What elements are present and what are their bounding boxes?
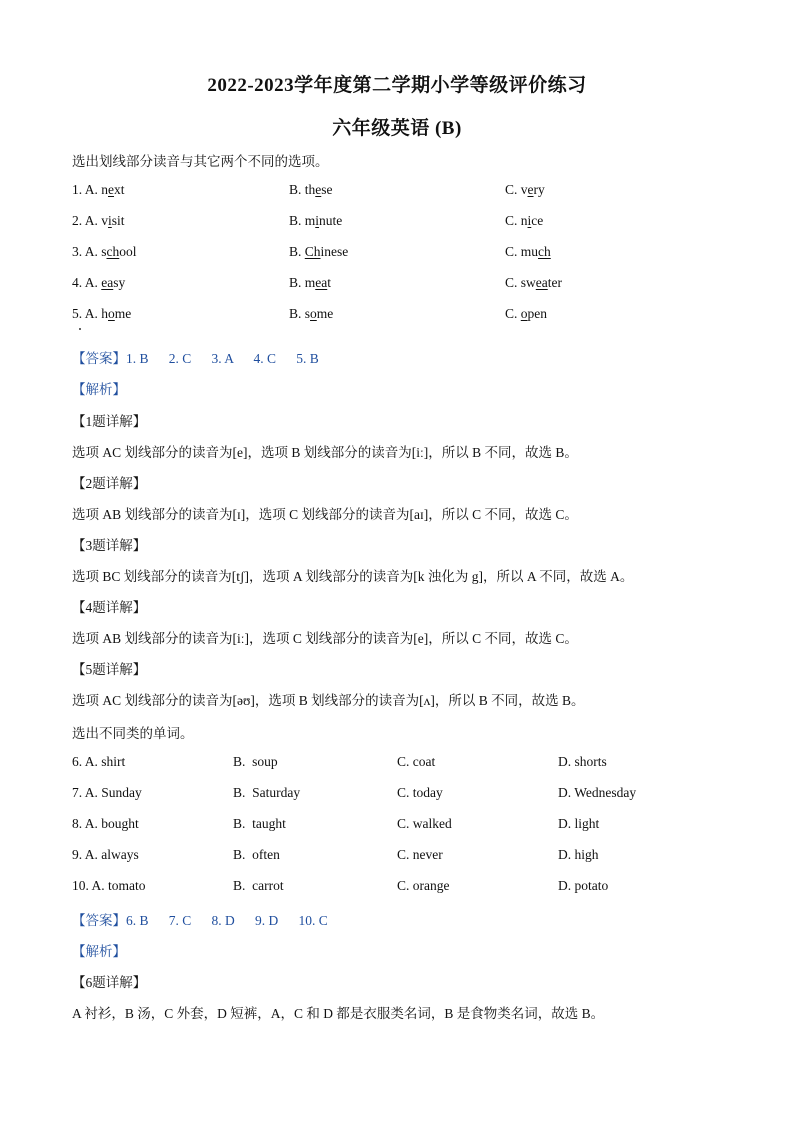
option-text: sy [113, 275, 126, 290]
detail-text: 选项 AB 划线部分的读音为[ɪ]，选项 C 划线部分的读音为[aɪ]，所以 C 不同，故选 C。 [72, 507, 578, 522]
option-b: B. Saturday [233, 785, 301, 800]
question-row [0, 244, 794, 264]
detail-heading: 【3题详解】 [72, 538, 147, 553]
answer-label: 【答案】 [72, 351, 126, 366]
option-d: D. high [558, 847, 599, 862]
detail-text: 选项 AC 划线部分的读音为[e]，选项 B 划线部分的读音为[iː]，所以 B 不同，故选 B。 [72, 445, 578, 460]
option-text: B. [289, 244, 305, 259]
option-d: D. light [558, 816, 600, 831]
option-b [289, 306, 333, 322]
underlined-letters: o [310, 306, 317, 321]
option-text: C. n [505, 213, 528, 228]
option-c [505, 306, 547, 322]
option-a: 8. A. bought [72, 816, 139, 831]
question-row [0, 275, 794, 295]
option-text: xt [114, 182, 125, 197]
detail-heading: 【1题详解】 [72, 414, 147, 429]
underlined-letters: i [527, 213, 532, 228]
option-b: B. often [233, 847, 280, 862]
question-row [0, 182, 794, 202]
section1-analysis-label: 【解析】 [72, 382, 126, 397]
underlined-letters: e [527, 182, 534, 197]
detail-text: A 衬衫，B 汤，C 外套，D 短裤，A，C 和 D 都是衣服类名词，B 是食物类名词，故选 B。 [72, 1006, 605, 1021]
option-text: B. th [289, 182, 316, 197]
option-text: C. sw [505, 275, 536, 290]
option-c [505, 213, 543, 229]
section1-instruction: 选出划线部分读音与其它两个不同的选项。 [72, 154, 329, 169]
option-a [72, 275, 125, 291]
option-text: 1. A. n [72, 182, 109, 197]
option-a [72, 182, 125, 198]
option-text: 4. A. [72, 275, 102, 290]
option-text: sit [111, 213, 125, 228]
underlined-letters: e [108, 182, 115, 197]
option-text: ry [533, 182, 545, 197]
option-text: nute [319, 213, 343, 228]
option-b: B. soup [233, 754, 278, 769]
option-b [289, 213, 342, 229]
detail-heading: 【4题详解】 [72, 600, 147, 615]
answer-values: 1. B 2. C 3. A 4. C 5. B [126, 351, 319, 366]
option-c: C. today [397, 785, 443, 800]
question-row [0, 785, 794, 805]
detail-text: 选项 BC 划线部分的读音为[tʃ]，选项 A 划线部分的读音为[k 浊化为 g]，所以 A 不同，故选 A。 [72, 569, 634, 584]
option-c [505, 182, 545, 198]
option-text: 2. A. v [72, 213, 109, 228]
option-text: 3. A. s [72, 244, 107, 259]
option-a: 10. A. tomato [72, 878, 146, 893]
option-text: B. m [289, 275, 316, 290]
underlined-letters: ea [315, 275, 328, 290]
stray-dot [79, 328, 81, 330]
doc-title: 2022-2023学年度第二学期小学等级评价练习 [207, 75, 587, 96]
answer-label: 【答案】 [72, 913, 126, 928]
underlined-letters: i [108, 213, 112, 228]
option-text: me [114, 306, 132, 321]
option-c: C. never [397, 847, 443, 862]
option-a: 6. A. shirt [72, 754, 126, 769]
option-text: 5. A. h [72, 306, 109, 321]
option-c: C. coat [397, 754, 436, 769]
option-a [72, 244, 137, 260]
option-text: ter [547, 275, 562, 290]
option-a [72, 306, 131, 322]
option-b [289, 244, 348, 260]
question-row [0, 816, 794, 836]
option-text: inese [320, 244, 349, 259]
question-row [0, 878, 794, 898]
option-text: t [327, 275, 332, 290]
underlined-letters: ea [101, 275, 114, 290]
underlined-letters: o [520, 306, 528, 321]
option-a: 9. A. always [72, 847, 139, 862]
option-text: ool [119, 244, 137, 259]
option-text: B. m [289, 213, 316, 228]
option-b [289, 275, 331, 291]
option-text: C. [505, 306, 521, 321]
question-row [0, 754, 794, 774]
detail-text: 选项 AC 划线部分的读音为[əʊ]，选项 B 划线部分的读音为[ʌ]，所以 B 不同，故选 B。 [72, 693, 585, 708]
option-text: B. s [289, 306, 311, 321]
detail-heading: 【2题详解】 [72, 476, 147, 491]
option-c [505, 275, 562, 291]
option-b: B. taught [233, 816, 286, 831]
option-text: C. v [505, 182, 528, 197]
doc-subtitle: 六年级英语 (B) [332, 118, 462, 139]
underlined-letters: o [108, 306, 115, 321]
option-text: se [321, 182, 333, 197]
option-b [289, 182, 333, 198]
detail-heading: 【6题详解】 [72, 975, 147, 990]
option-c: C. walked [397, 816, 452, 831]
detail-heading: 【5题详解】 [72, 662, 147, 677]
question-row [0, 847, 794, 867]
option-c [505, 244, 551, 260]
option-text: C. mu [505, 244, 539, 259]
option-b: B. carrot [233, 878, 284, 893]
option-c: C. orange [397, 878, 450, 893]
option-d: D. shorts [558, 754, 607, 769]
underlined-letters: i [315, 213, 320, 228]
option-text: ce [531, 213, 544, 228]
answer-values: 6. B 7. C 8. D 9. D 10. C [126, 913, 328, 928]
option-text: pen [527, 306, 548, 321]
option-d: D. Wednesday [558, 785, 637, 800]
section1-answer-line [72, 347, 319, 367]
section2-analysis-label: 【解析】 [72, 944, 126, 959]
option-d: D. potato [558, 878, 609, 893]
underlined-letters: ch [106, 244, 120, 259]
option-text: me [316, 306, 334, 321]
underlined-letters: e [315, 182, 322, 197]
underlined-letters: ch [538, 244, 551, 259]
detail-text: 选项 AB 划线部分的读音为[iː]，选项 C 划线部分的读音为[e]，所以 C 不同，故选 C。 [72, 631, 578, 646]
section2-answer-line [72, 909, 328, 929]
question-row [0, 213, 794, 233]
section2-instruction: 选出不同类的单词。 [72, 726, 194, 741]
underlined-letters: Ch [304, 244, 321, 259]
question-row [0, 306, 794, 326]
option-a: 7. A. Sunday [72, 785, 142, 800]
option-a [72, 213, 125, 229]
underlined-letters: ea [535, 275, 548, 290]
